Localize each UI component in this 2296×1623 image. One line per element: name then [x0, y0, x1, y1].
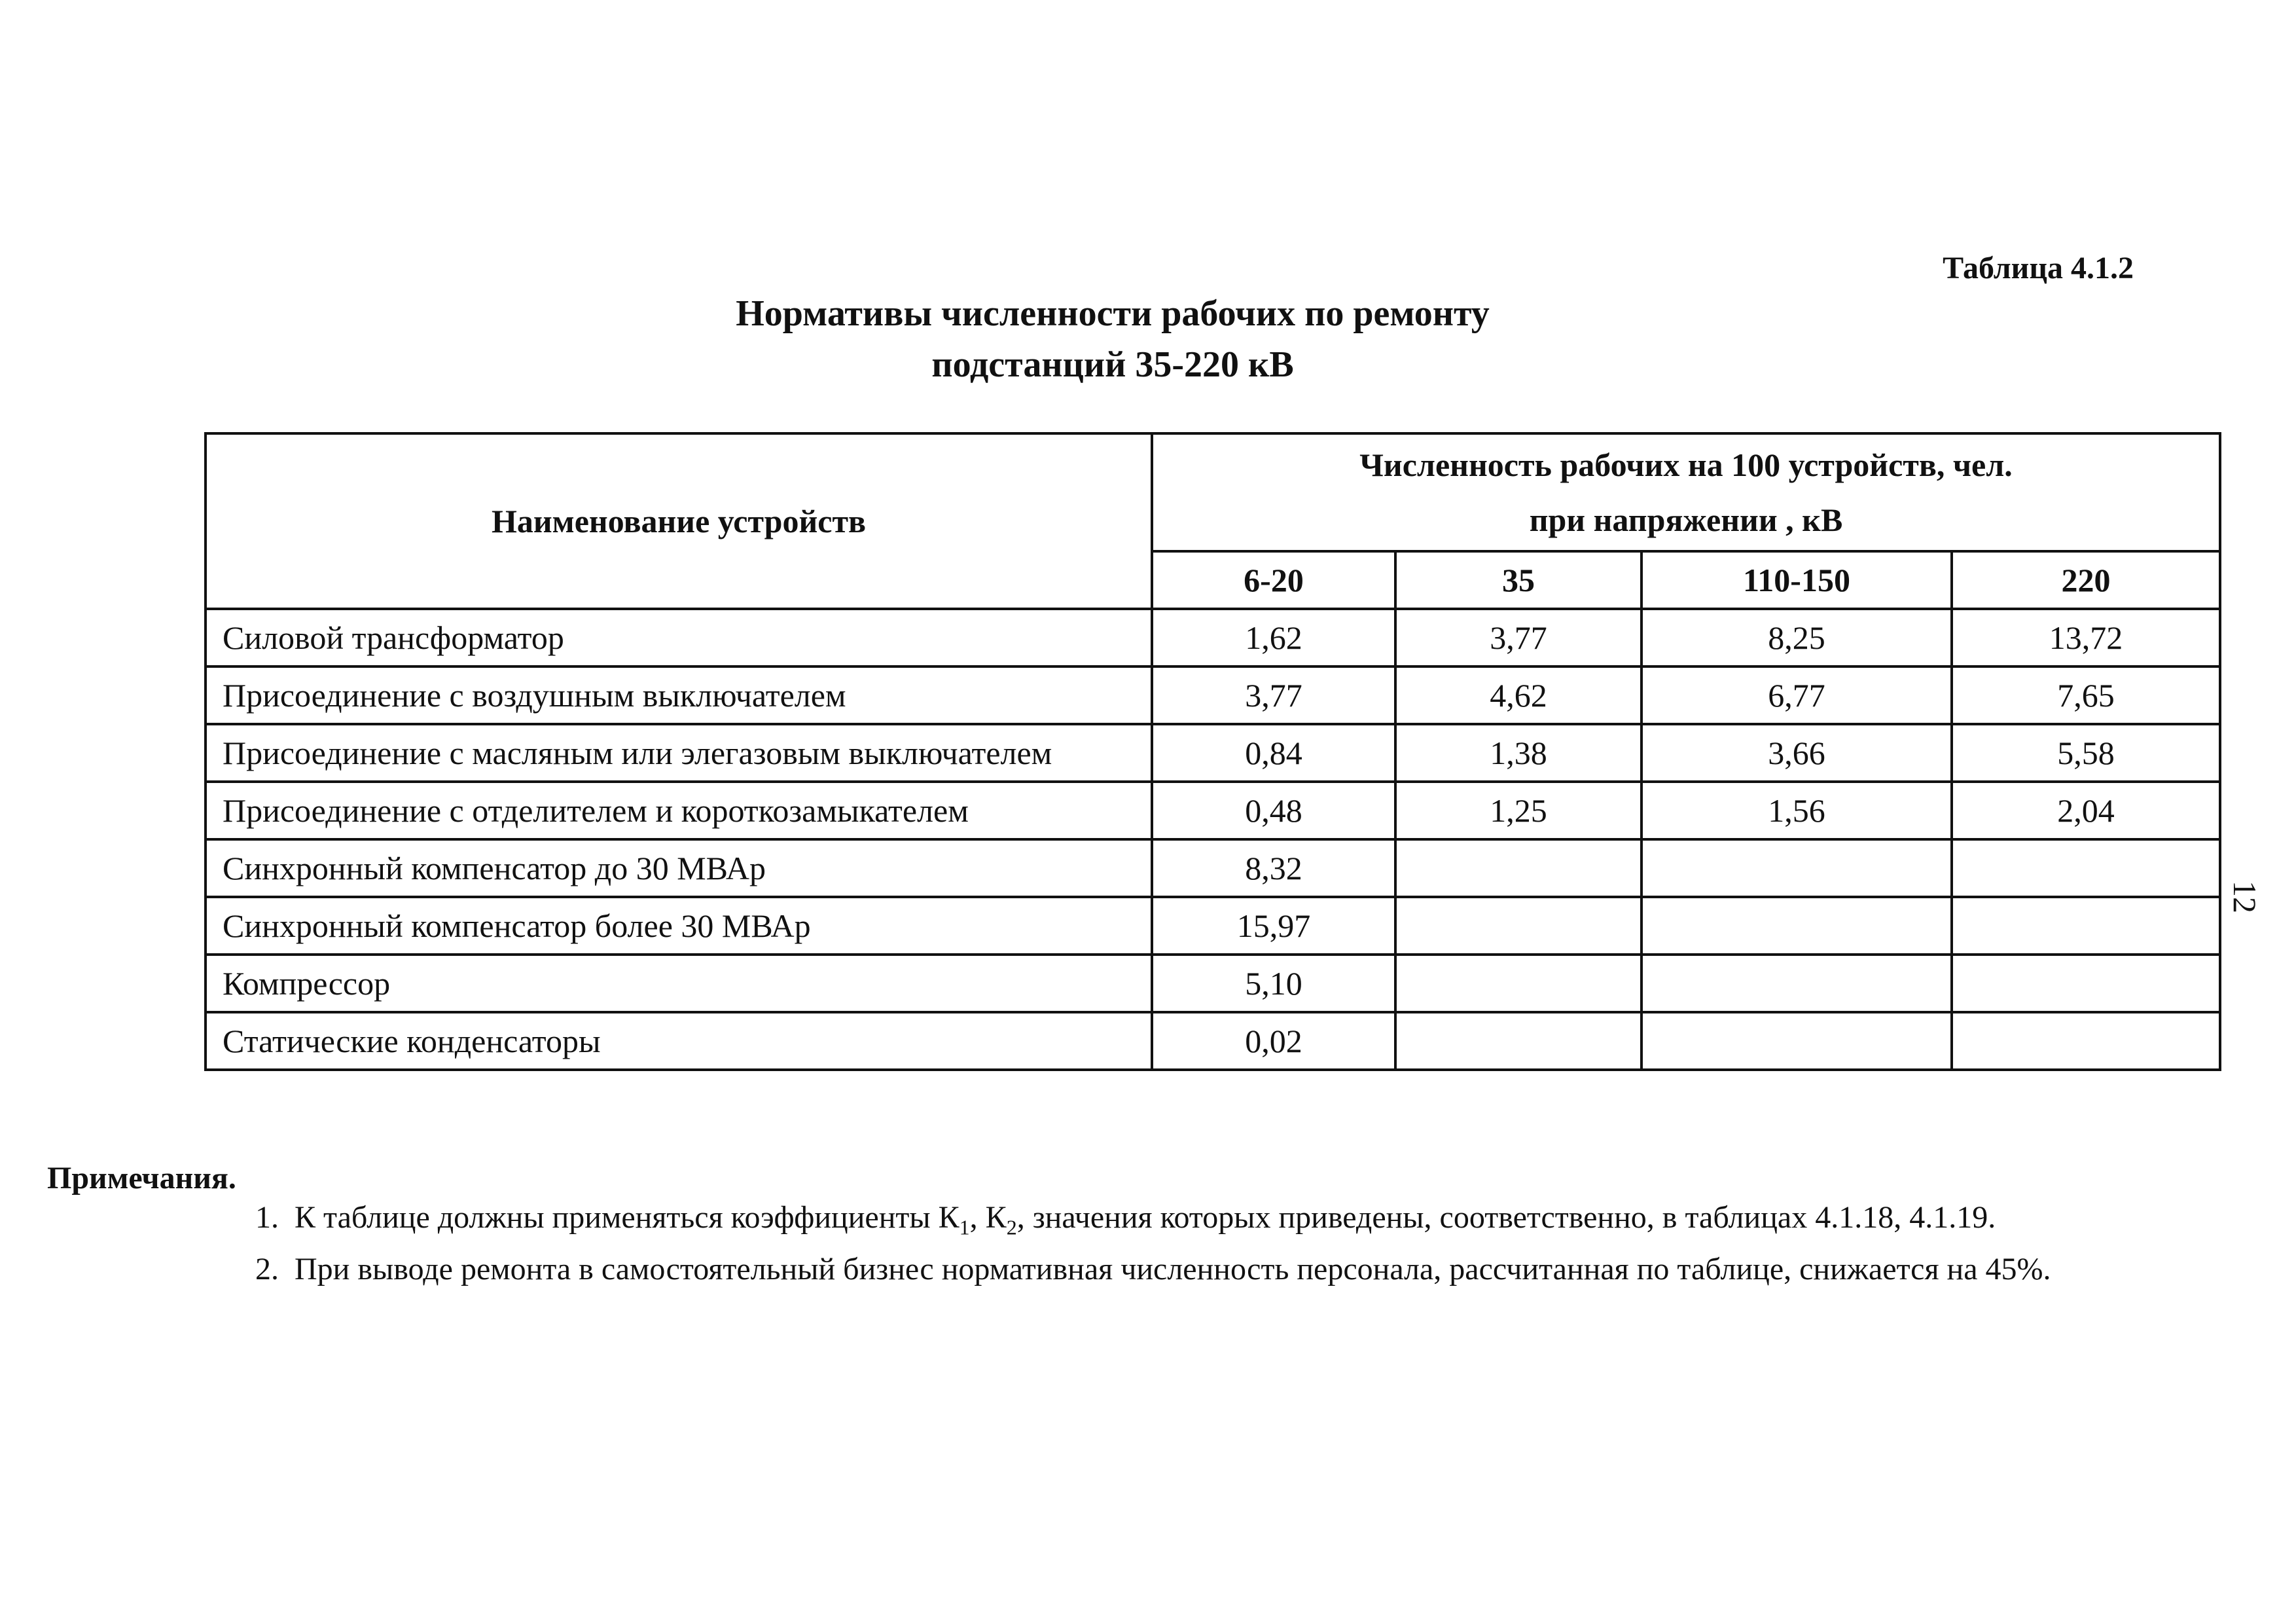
- row-value: [1952, 1012, 2220, 1070]
- row-value: 15,97: [1152, 897, 1395, 955]
- header-voltage-220: 220: [1952, 551, 2220, 609]
- row-value: 3,77: [1152, 666, 1395, 724]
- row-value: 8,25: [1641, 609, 1952, 666]
- notes-title: Примечания.: [47, 1161, 236, 1195]
- table-row: [206, 666, 2220, 724]
- table-row: [206, 897, 2220, 955]
- row-value: 2,04: [1952, 782, 2220, 839]
- row-device-name: Статические конденсаторы: [206, 1012, 1152, 1070]
- row-value: 0,02: [1152, 1012, 1395, 1070]
- page-title: [556, 288, 1669, 390]
- table-row: [206, 609, 2220, 666]
- note-subscript: 1: [959, 1215, 970, 1239]
- row-value: 5,58: [1952, 724, 2220, 782]
- title-line-1: Нормативы численности рабочих по ремонту: [736, 293, 1490, 334]
- row-value: 6,77: [1641, 666, 1952, 724]
- row-value: 0,48: [1152, 782, 1395, 839]
- row-value: 7,65: [1952, 666, 2220, 724]
- note-text: , К: [969, 1200, 1007, 1235]
- row-value: 1,25: [1395, 782, 1641, 839]
- note-item: [255, 1249, 2219, 1290]
- header-staff-count-line-2: при напряжении , кВ: [1529, 501, 1843, 538]
- row-value: [1395, 955, 1641, 1012]
- note-text: К таблице должны применяться коэффициенты К: [295, 1200, 960, 1235]
- table-row: [206, 839, 2220, 897]
- header-staff-count: [1152, 433, 2220, 551]
- row-value: [1952, 839, 2220, 897]
- row-value: 13,72: [1952, 609, 2220, 666]
- row-device-name: Синхронный компенсатор до 30 МВАр: [206, 839, 1152, 897]
- page-number: 12: [2227, 881, 2263, 913]
- row-value: [1641, 1012, 1952, 1070]
- note-subscript: 2: [1006, 1215, 1017, 1239]
- row-device-name: Присоединение с отделителем и короткозамыкателем: [206, 782, 1152, 839]
- table-row: [206, 955, 2220, 1012]
- title-line-2: подстанций 35-220 кВ: [931, 344, 1294, 385]
- header-voltage-6-20: 6-20: [1152, 551, 1395, 609]
- note-item: [255, 1197, 2219, 1249]
- row-value: [1952, 955, 2220, 1012]
- row-value: 3,77: [1395, 609, 1641, 666]
- header-voltage-110-150: 110-150: [1641, 551, 1952, 609]
- table-row: [206, 782, 2220, 839]
- note-text: , значения которых приведены, соответственно, в таблицах 4.1.18, 4.1.19.: [1016, 1200, 1996, 1235]
- row-value: 0,84: [1152, 724, 1395, 782]
- row-device-name: Присоединение с масляным или элегазовым выключателем: [206, 724, 1152, 782]
- table-row: [206, 724, 2220, 782]
- row-device-name: Силовой трансформатор: [206, 609, 1152, 666]
- row-value: [1641, 955, 1952, 1012]
- row-value: 1,56: [1641, 782, 1952, 839]
- row-value: 1,62: [1152, 609, 1395, 666]
- note-number: 1.: [255, 1200, 279, 1235]
- row-value: [1395, 1012, 1641, 1070]
- row-device-name: Присоединение с воздушным выключателем: [206, 666, 1152, 724]
- row-value: 5,10: [1152, 955, 1395, 1012]
- table-row: [206, 1012, 2220, 1070]
- row-value: [1952, 897, 2220, 955]
- header-device-name: Наименование устройств: [206, 433, 1152, 609]
- row-value: [1641, 839, 1952, 897]
- note-number: 2.: [255, 1251, 279, 1286]
- row-device-name: Синхронный компенсатор более 30 МВАр: [206, 897, 1152, 955]
- row-value: [1641, 897, 1952, 955]
- row-value: [1395, 839, 1641, 897]
- staffing-norms-table: [204, 432, 2221, 1071]
- header-voltage-35: 35: [1395, 551, 1641, 609]
- row-value: 8,32: [1152, 839, 1395, 897]
- row-value: 1,38: [1395, 724, 1641, 782]
- row-value: 4,62: [1395, 666, 1641, 724]
- row-value: 3,66: [1641, 724, 1952, 782]
- table-header-row: [206, 433, 2220, 551]
- row-value: [1395, 897, 1641, 955]
- table-label: Таблица 4.1.2: [1943, 251, 2134, 285]
- row-device-name: Компрессор: [206, 955, 1152, 1012]
- notes-list: [255, 1197, 2219, 1290]
- header-staff-count-line-1: Численность рабочих на 100 устройств, чел.: [1359, 447, 2013, 483]
- note-text: При выводе ремонта в самостоятельный бизнес нормативная численность персонала, рассчитанная по таблице, снижается на 45%.: [295, 1251, 2051, 1286]
